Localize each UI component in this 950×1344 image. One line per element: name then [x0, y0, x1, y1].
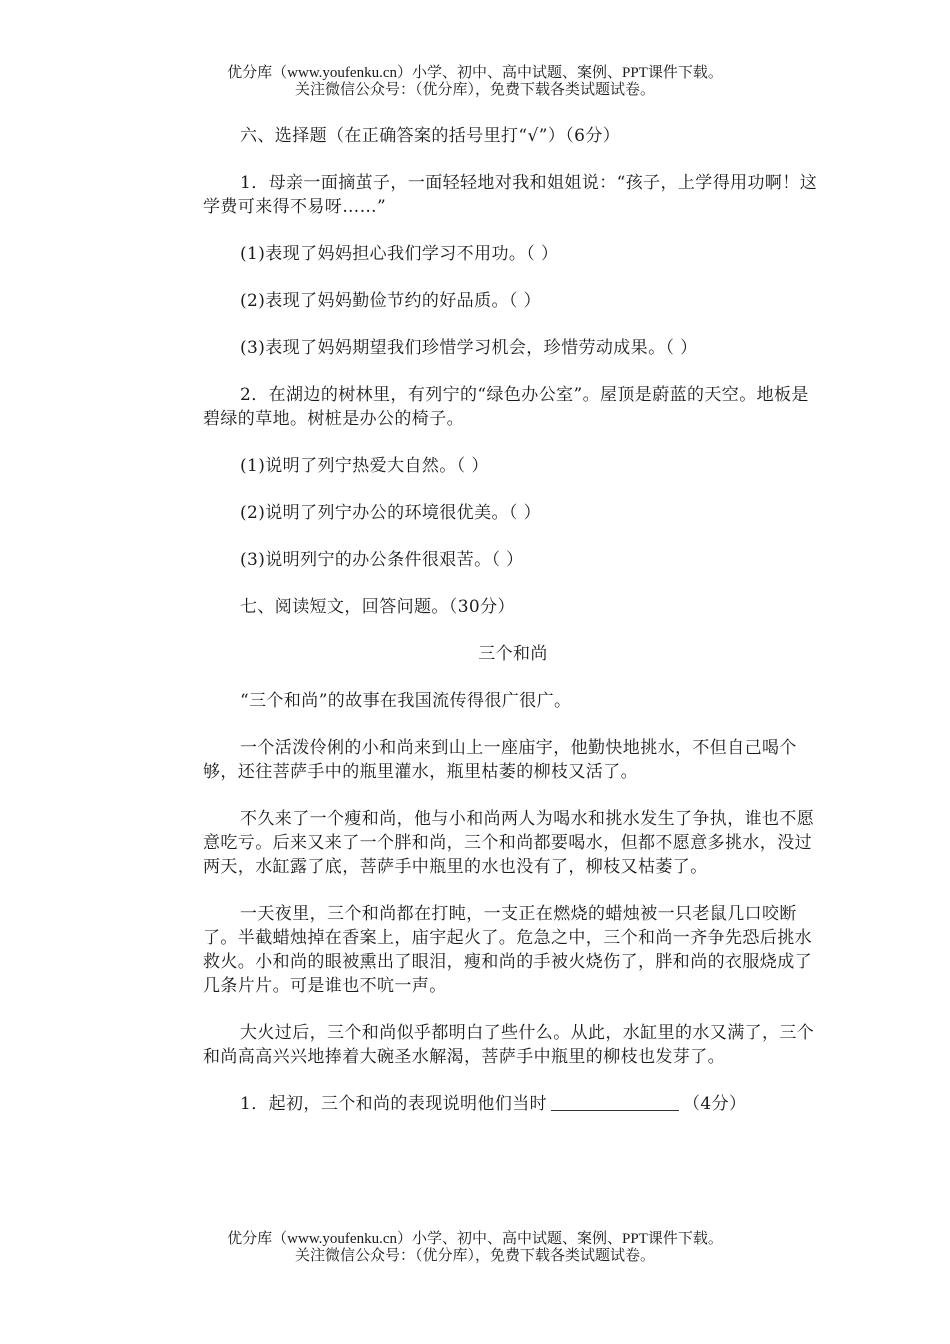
question-1-stem: 1．母亲一面摘茧子，一面轻轻地对我和姐姐说：“孩子，上学得用功啊！这学费可来得不易呀……”: [203, 173, 818, 217]
question-1-option-3: (3)表现了妈妈期望我们珍惜学习机会，珍惜劳动成果。（ ）: [240, 338, 698, 358]
story-paragraph: 一天夜里，三个和尚都在打盹，一支正在燃烧的蜡烛被一只老鼠几口咬断了。半截蜡烛掉在香案上，庙宇起火了。危急之中，三个和尚一齐争先恐后挑水救火。小和尚的眼被熏出了眼泪，瘦和尚的手被火烧伤了，胖和尚的衣服烧成了几条片片。可是谁也不吭一声。: [203, 904, 812, 996]
footer-line-1: 优分库（www.youfenku.cn）小学、初中、高中试题、案例、PPT课件下载。: [227, 1231, 723, 1247]
question-2-option-2: (2)说明了列宁办公的环境很优美。（ ）: [240, 503, 541, 523]
reading-question-1-text: 1．起初，三个和尚的表现说明他们当时: [240, 1094, 548, 1114]
question-1-option-1: (1)表现了妈妈担心我们学习不用功。（ ）: [240, 244, 559, 264]
story-title: 三个和尚: [478, 644, 548, 664]
reading-question-1: [203, 1092, 823, 1116]
question-2-option-3: (3)说明列宁的办公条件很艰苦。（ ）: [240, 550, 524, 570]
header-line-1: 优分库（www.youfenku.cn）小学、初中、高中试题、案例、PPT课件下载。: [227, 65, 723, 81]
document-body: [203, 124, 823, 1139]
reading-question-1-score: （4分）: [683, 1094, 747, 1114]
question-2-option-1: (1)说明了列宁热爱大自然。（ ）: [240, 456, 489, 476]
page-header: [0, 65, 950, 99]
section-6-title: 六、选择题（在正确答案的括号里打“√”）（6分）: [240, 126, 621, 146]
answer-blank[interactable]: [551, 1092, 679, 1111]
question-2-stem: 2．在湖边的树林里，有列宁的“绿色办公室”。屋顶是蔚蓝的天空。地板是碧绿的草地。树桩是办公的椅子。: [203, 385, 809, 429]
header-line-2: 关注微信公众号：（优分库），免费下载各类试题试卷。: [294, 82, 655, 98]
page-footer: [0, 1231, 950, 1265]
story-paragraph: 大火过后，三个和尚似乎都明白了些什么。从此，水缸里的水又满了，三个和尚高高兴兴地捧着大碗圣水解渴，菩萨手中瓶里的柳枝也发芽了。: [203, 1023, 815, 1067]
footer-line-2: 关注微信公众号：（优分库），免费下载各类试题试卷。: [294, 1248, 655, 1264]
question-1-option-2: (2)表现了妈妈勤俭节约的好品质。（ ）: [240, 291, 541, 311]
section-7-title: 七、阅读短文，回答问题。（30分）: [240, 597, 515, 617]
story-paragraph: 不久来了一个瘦和尚，他与小和尚两人为喝水和挑水发生了争执，谁也不愿意吃亏。后来又来了一个胖和尚，三个和尚都要喝水，但都不愿意多挑水，没过两天，水缸露了底，菩萨手中瓶里的水也没有了，柳枝又枯萎了。: [203, 809, 815, 877]
story-paragraph: 一个活泼伶俐的小和尚来到山上一座庙宇，他勤快地挑水，不但自己喝个够，还往菩萨手中的瓶里灌水，瓶里枯萎的柳枝又活了。: [203, 738, 797, 782]
story-paragraph: “三个和尚”的故事在我国流传得很广很广。: [240, 691, 572, 711]
